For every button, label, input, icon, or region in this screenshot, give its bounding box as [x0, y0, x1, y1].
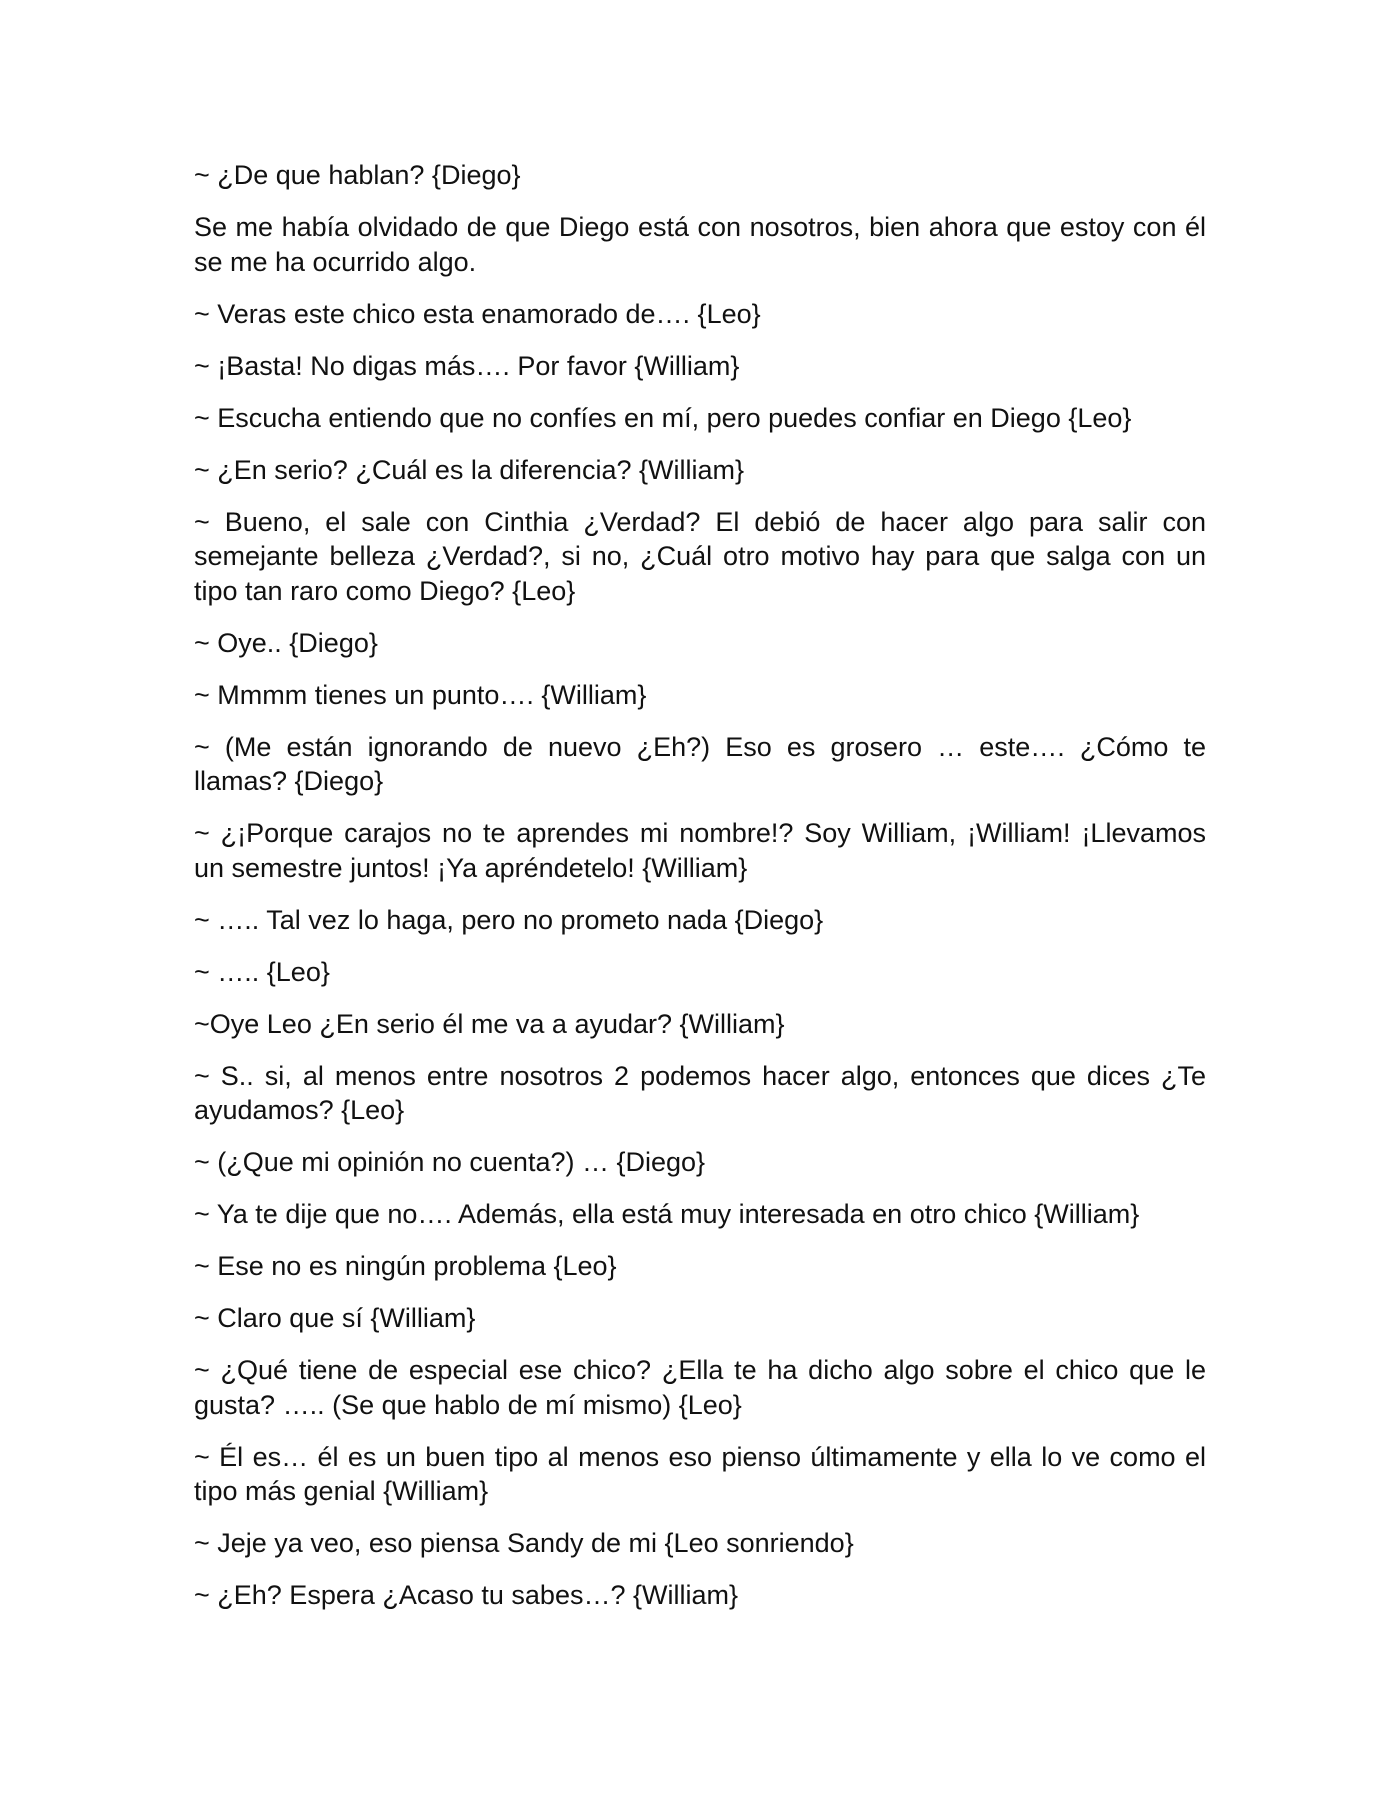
- paragraph: ~ Ese no es ningún problema {Leo}: [194, 1251, 617, 1281]
- paragraph: ~ Veras este chico esta enamorado de…. {Leo}: [194, 298, 761, 329]
- paragraph: ~ Él es… él es un buen tipo al menos eso pienso últimamente y ella lo ve como el tipo más genial {William}: [194, 1441, 1206, 1506]
- paragraph: ~ S.. si, al menos entre nosotros 2 podemos hacer algo, entonces que dices ¿Te ayudamos? {Leo}: [194, 1060, 1206, 1125]
- paragraph: ~ Mmmm tienes un punto…. {William}: [194, 679, 647, 710]
- paragraph: ~ Oye.. {Diego}: [194, 627, 378, 658]
- document-page: [194, 158, 1206, 1630]
- paragraph: ~ ….. {Leo}: [194, 956, 330, 987]
- paragraph: ~ ¿¡Porque carajos no te aprendes mi nombre!? Soy William, ¡William! ¡Llevamos un semestre juntos! ¡Ya apréndetelo! {William}: [194, 818, 1206, 883]
- paragraph: ~ ¿Qué tiene de especial ese chico? ¿Ella te ha dicho algo sobre el chico que le gusta? ….. (Se que hablo de mí mismo) {Leo}: [194, 1355, 1206, 1420]
- paragraph: ~ ¿En serio? ¿Cuál es la diferencia? {William}: [194, 454, 744, 485]
- paragraph: ~ Bueno, el sale con Cinthia ¿Verdad? El debió de hacer algo para salir con semejante belleza ¿Verdad?, si no, ¿Cuál otro motivo hay para que salga con un tipo tan raro como Diego? {Leo}: [194, 506, 1206, 606]
- paragraph: ~ ¿De que hablan? {Diego}: [194, 160, 521, 190]
- paragraph: ~ Ya te dije que no…. Además, ella está muy interesada en otro chico {William}: [194, 1199, 1140, 1229]
- paragraph: ~ (Me están ignorando de nuevo ¿Eh?) Eso es grosero … este…. ¿Cómo te llamas? {Diego}: [194, 731, 1206, 796]
- paragraph: ~ Jeje ya veo, eso piensa Sandy de mi {Leo sonriendo}: [194, 1528, 854, 1558]
- paragraph: ~ ….. Tal vez lo haga, pero no prometo nada {Diego}: [194, 904, 824, 935]
- paragraph: ~ Claro que sí {William}: [194, 1303, 476, 1333]
- paragraph: ~ Escucha entiendo que no confíes en mí, pero puedes confiar en Diego {Leo}: [194, 402, 1132, 433]
- paragraph: Se me había olvidado de que Diego está con nosotros, bien ahora que estoy con él se me ha ocurrido algo.: [194, 212, 1206, 277]
- paragraph: ~ ¡Basta! No digas más…. Por favor {William}: [194, 350, 740, 381]
- paragraph: ~ ¿Eh? Espera ¿Acaso tu sabes…? {William}: [194, 1580, 738, 1610]
- paragraph: ~ (¿Que mi opinión no cuenta?) … {Diego}: [194, 1147, 706, 1177]
- paragraph: ~Oye Leo ¿En serio él me va a ayudar? {William}: [194, 1008, 785, 1039]
